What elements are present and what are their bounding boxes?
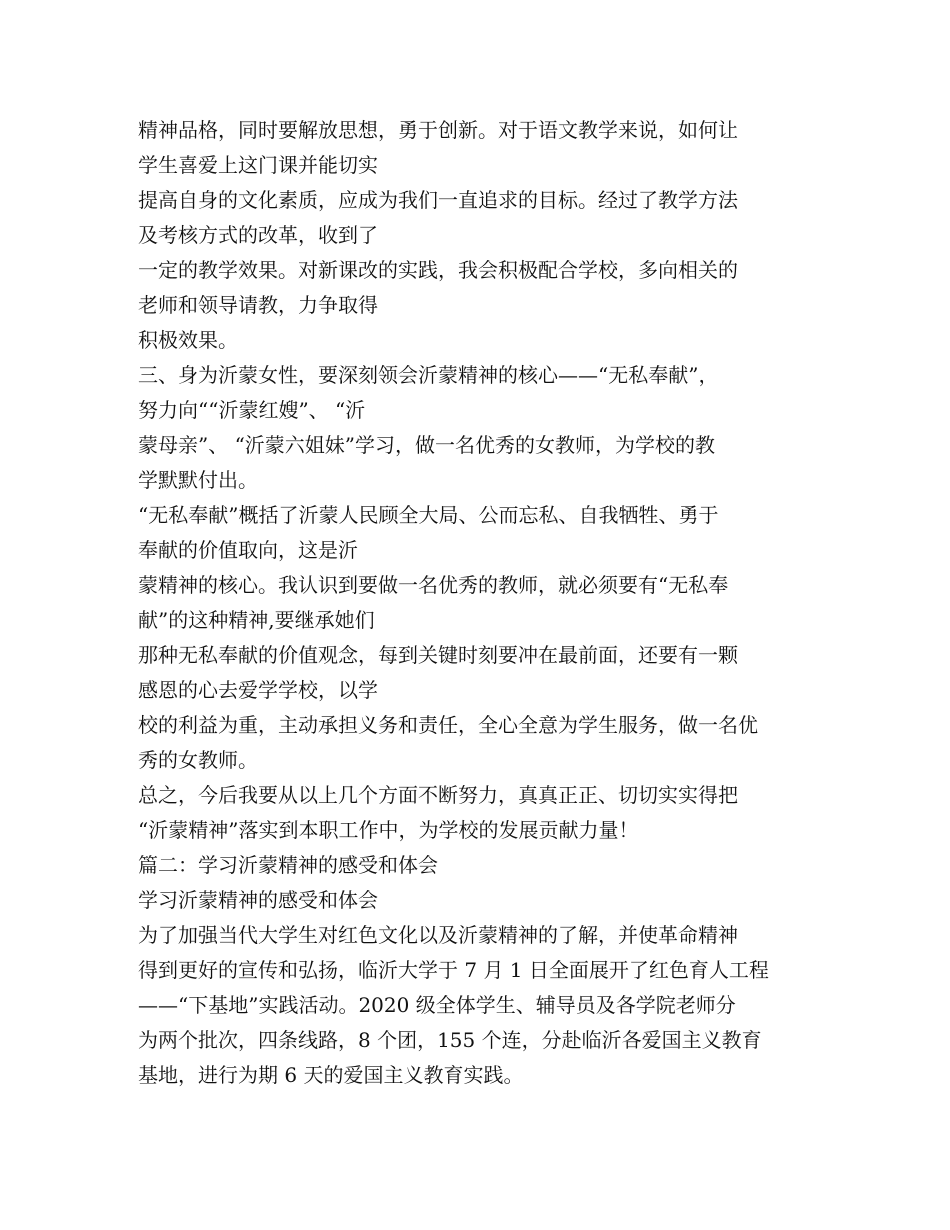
text-line: “沂蒙精神”落实到本职工作中，为学校的发展贡献力量！ bbox=[138, 818, 639, 842]
text-line: 提高自身的文化素质，应成为我们一直追求的目标。经过了教学方法 bbox=[138, 188, 738, 212]
text-line: 一定的教学效果。对新课改的实践，我会积极配合学校，多向相关的 bbox=[138, 258, 738, 282]
text-line: 三、身为沂蒙女性，要深刻领会沂蒙精神的核心——“无私奉献”， bbox=[138, 363, 719, 387]
text-line: 基地，进行为期 6 天的爱国主义教育实践。 bbox=[138, 1063, 524, 1087]
text-line: 蒙精神的核心。我认识到要做一名优秀的教师，就必须要有“无私奉 bbox=[138, 573, 729, 597]
text-line: 积极效果。 bbox=[138, 328, 238, 352]
text-line: 学生喜爱上这门课并能切实 bbox=[138, 153, 378, 177]
text-line: “无私奉献”概括了沂蒙人民顾全大局、公而忘私、自我牺牲、勇于 bbox=[138, 503, 719, 527]
text-line: 学默默付出。 bbox=[138, 468, 258, 492]
text-line: 为两个批次，四条线路，8 个团，155 个连，分赴临沂各爱国主义教育 bbox=[138, 1028, 762, 1052]
text-line: 校的利益为重，主动承担义务和责任，全心全意为学生服务，做一名优 bbox=[138, 713, 758, 737]
text-line: 努力向““沂蒙红嫂”、 “沂 bbox=[138, 398, 366, 422]
text-line: 感恩的心去爱学学校，以学 bbox=[138, 678, 378, 702]
text-line: 及考核方式的改革，收到了 bbox=[138, 223, 378, 247]
section-heading: 篇二：学习沂蒙精神的感受和体会 bbox=[138, 853, 438, 877]
text-line: 为了加强当代大学生对红色文化以及沂蒙精神的了解，并使革命精神 bbox=[138, 923, 738, 947]
text-line: 蒙母亲”、 “沂蒙六姐妹”学习，做一名优秀的女教师，为学校的教 bbox=[138, 433, 716, 457]
document-page bbox=[138, 113, 818, 1093]
text-line: 献”的这种精神,要继承她们 bbox=[138, 608, 375, 632]
text-line: 那种无私奉献的价值观念，每到关键时刻要冲在最前面，还要有一颗 bbox=[138, 643, 738, 667]
text-line: 精神品格，同时要解放思想，勇于创新。对于语文教学来说，如何让 bbox=[138, 118, 738, 142]
text-line: 奉献的价值取向，这是沂 bbox=[138, 538, 358, 562]
article-title: 学习沂蒙精神的感受和体会 bbox=[138, 888, 378, 912]
text-line: ——“下基地”实践活动。2020 级全体学生、辅导员及各学院老师分 bbox=[138, 993, 736, 1017]
text-line: 秀的女教师。 bbox=[138, 748, 258, 772]
text-line: 总之，今后我要从以上几个方面不断努力，真真正正、切切实实得把 bbox=[138, 783, 738, 807]
text-line: 得到更好的宣传和弘扬，临沂大学于 7 月 1 日全面展开了红色育人工程 bbox=[138, 958, 769, 982]
text-line: 老师和领导请教，力争取得 bbox=[138, 293, 378, 317]
